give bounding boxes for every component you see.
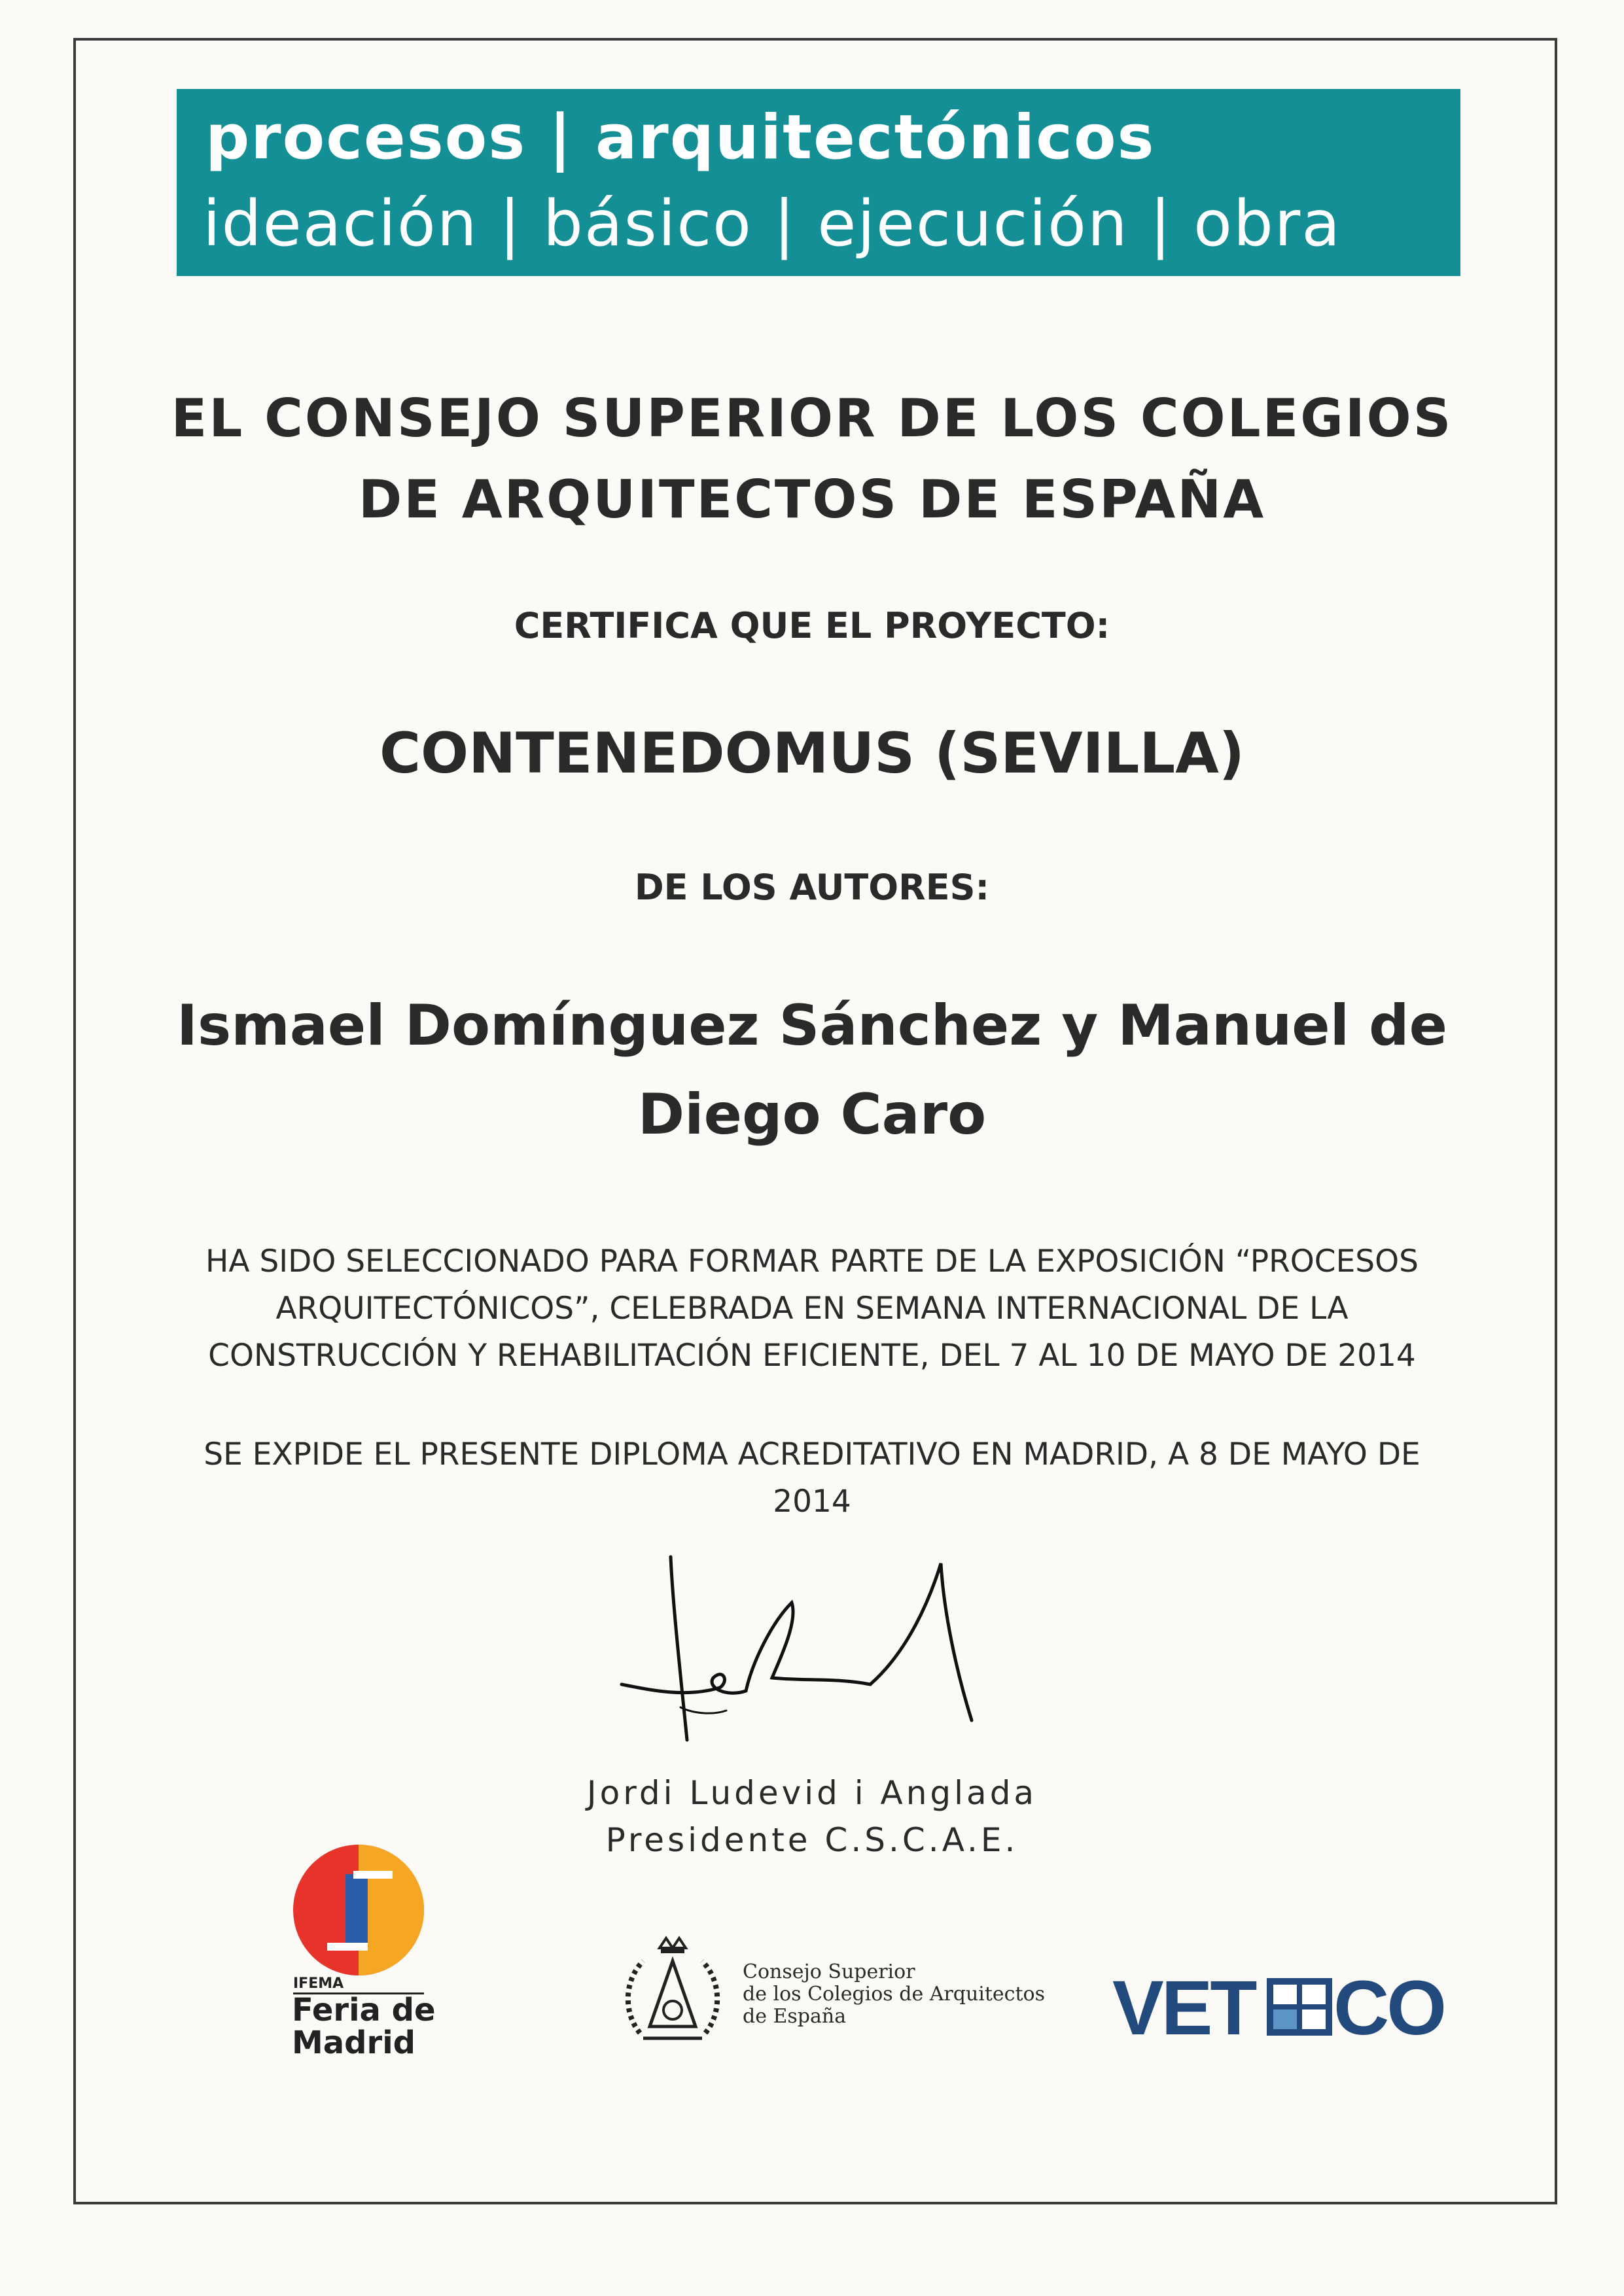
signer-name: Jordi Ludevid i Anglada — [586, 1774, 1038, 1812]
issue-line-1: SE EXPIDE EL PRESENTE DIPLOMA ACREDITATIVO EN MADRID, A 8 DE MAYO DE — [203, 1436, 1421, 1472]
ifema-wordmark — [292, 1994, 436, 2059]
exhibition-banner — [177, 89, 1460, 276]
council-line-1: EL CONSEJO SUPERIOR DE LOS COLEGIOS — [171, 388, 1453, 449]
council-line-2: DE ARQUITECTOS DE ESPAÑA — [358, 469, 1266, 530]
ifema-tag: IFEMA — [293, 1975, 344, 1992]
veteco-logo — [1112, 1965, 1444, 2051]
signer-title: Presidente C.S.C.A.E. — [605, 1821, 1019, 1859]
ifema-logo — [288, 1845, 438, 2061]
banner-title: procesos | arquitectónicos — [205, 102, 1156, 173]
issue-statement — [131, 1431, 1493, 1525]
cscae-line-3: de España — [743, 2005, 847, 2028]
selection-line-2: ARQUITECTÓNICOS”, CELEBRADA EN SEMANA INTERNACIONAL DE LA — [275, 1291, 1349, 1327]
certifies-label: CERTIFICA QUE EL PROYECTO: — [514, 605, 1110, 646]
project-name: CONTENEDOMUS (SEVILLA) — [379, 721, 1245, 786]
issue-line-2: 2014 — [773, 1484, 851, 1520]
ifema-line-1: Feria de — [292, 1992, 436, 2028]
veteco-window-icon — [1267, 1978, 1332, 2036]
selection-line-1: HA SIDO SELECCIONADO PARA FORMAR PARTE DE LA EXPOSICIÓN “PROCESOS — [205, 1244, 1419, 1279]
ifema-line-2: Madrid — [292, 2025, 415, 2061]
cscae-seal-icon — [620, 1935, 725, 2046]
authors-names — [131, 981, 1493, 1159]
cscae-wordmark — [743, 1961, 1045, 2028]
issuing-council — [131, 378, 1493, 540]
veteco-right: CO — [1333, 1965, 1444, 2051]
cscae-line-2: de los Colegios de Arquitectos — [743, 1983, 1045, 2006]
authors-line-1: Ismael Domínguez Sánchez y Manuel de — [177, 993, 1447, 1058]
ifema-circle-icon — [288, 1845, 438, 1975]
banner-subtitle: ideación | básico | ejecución | obra — [203, 187, 1342, 260]
authors-line-2: Diego Caro — [637, 1082, 987, 1147]
signature-image — [609, 1550, 1027, 1753]
cscae-line-1: Consejo Superior — [743, 1960, 915, 1983]
authors-label: DE LOS AUTORES: — [634, 867, 990, 908]
selection-statement — [131, 1238, 1493, 1380]
veteco-left: VET — [1112, 1965, 1255, 2051]
selection-line-3: CONSTRUCCIÓN Y REHABILITACIÓN EFICIENTE, DEL 7 AL 10 DE MAYO DE 2014 — [208, 1338, 1416, 1374]
